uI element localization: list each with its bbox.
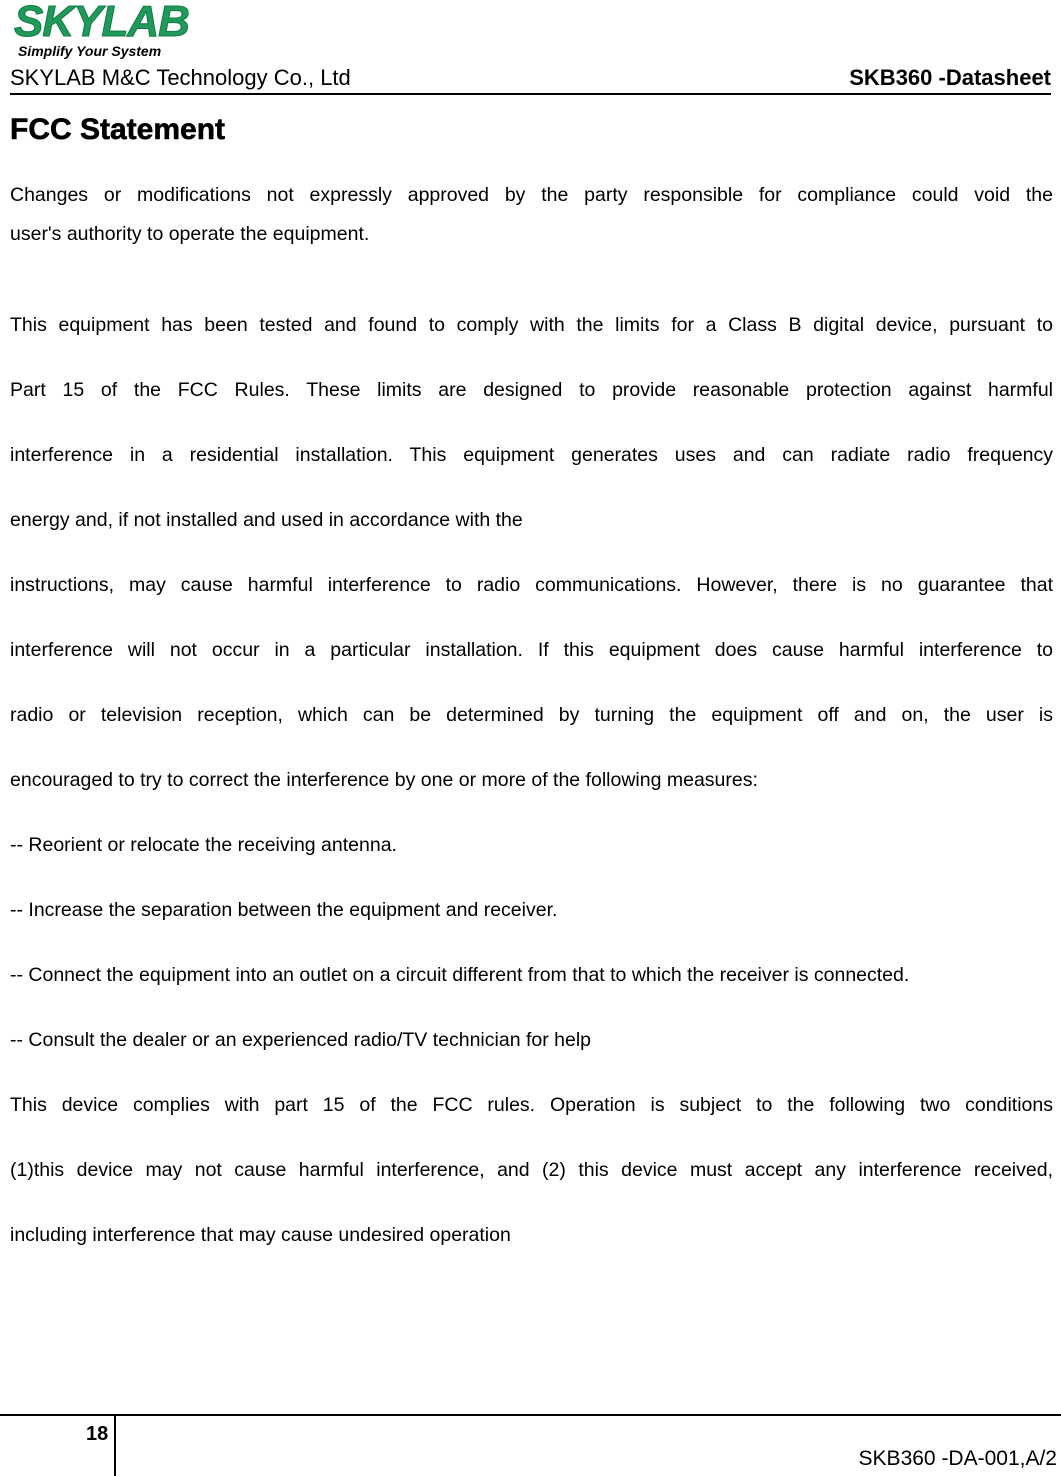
document-title: SKB360 -Datasheet bbox=[849, 65, 1051, 90]
body-line: Changes or modifications not expressly approved by the party responsible for compliance could void the bbox=[10, 184, 1053, 206]
body-line: energy and, if not installed and used in accordance with the bbox=[10, 509, 523, 531]
bullet-line: -- Consult the dealer or an experienced radio/TV technician for help bbox=[10, 1029, 591, 1051]
skylab-logo bbox=[12, 0, 222, 64]
body-line: including interference that may cause undesired operation bbox=[10, 1224, 511, 1246]
body-line: interference in a residential installation. This equipment generates uses and can radiate radio frequency bbox=[10, 444, 1053, 466]
body-line: Part 15 of the FCC Rules. These limits are designed to provide reasonable protection against harmful bbox=[10, 379, 1053, 401]
footer-divider bbox=[0, 1414, 1061, 1416]
page-header bbox=[10, 63, 1051, 95]
body-line: This device complies with part 15 of the FCC rules. Operation is subject to the following two conditions bbox=[10, 1094, 1053, 1116]
bullet-line: -- Connect the equipment into an outlet on a circuit different from that to which the receiver is connected. bbox=[10, 964, 910, 986]
bullet-line: -- Reorient or relocate the receiving antenna. bbox=[10, 834, 397, 856]
body-line: interference will not occur in a particular installation. If this equipment does cause harmful interference to bbox=[10, 639, 1053, 661]
body-line: (1)this device may not cause harmful interference, and (2) this device must accept any interference received, bbox=[10, 1159, 1053, 1181]
section-heading: FCC Statement bbox=[10, 113, 226, 146]
page-number: 18 bbox=[86, 1423, 109, 1445]
footer-vertical-divider bbox=[114, 1414, 116, 1476]
logo-tagline: Simplify Your System bbox=[18, 43, 162, 59]
body-line: encouraged to try to correct the interference by one or more of the following measures: bbox=[10, 769, 758, 791]
body-line: instructions, may cause harmful interference to radio communications. However, there is no guarantee that bbox=[10, 574, 1053, 596]
document-code: SKB360 -DA-001,A/2 bbox=[858, 1447, 1057, 1470]
body-line: radio or television reception, which can be determined by turning the equipment off and on, the user is bbox=[10, 704, 1053, 726]
bullet-line: -- Increase the separation between the equipment and receiver. bbox=[10, 899, 558, 921]
company-name: SKYLAB M&C Technology Co., Ltd bbox=[10, 65, 351, 90]
body-line: user's authority to operate the equipment. bbox=[10, 223, 370, 245]
body-line: This equipment has been tested and found to comply with the limits for a Class B digital device, pursuant to bbox=[10, 314, 1053, 336]
logo-wordmark: SKYLAB bbox=[14, 0, 189, 46]
